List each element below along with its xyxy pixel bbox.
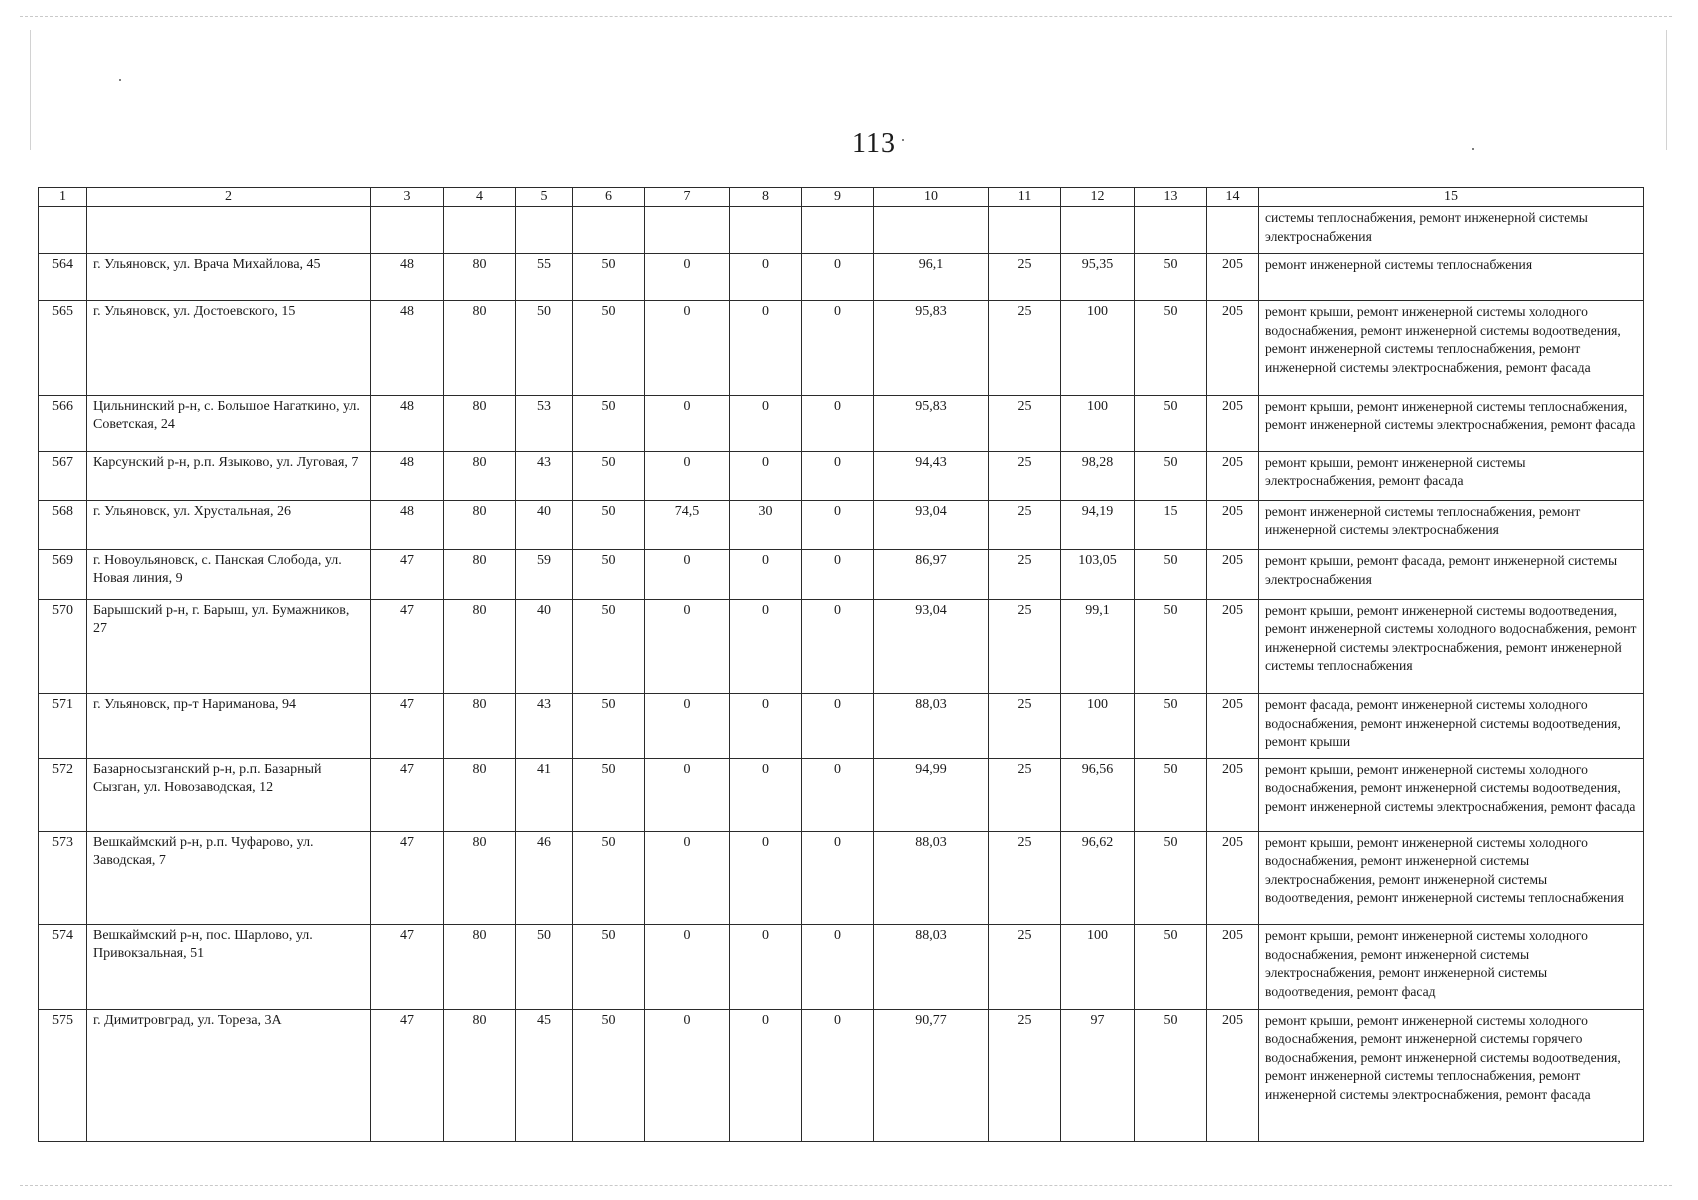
value-cell-c14: 205 — [1207, 550, 1259, 599]
column-number-1: 1 — [39, 188, 87, 207]
value-cell-c6: 50 — [573, 599, 645, 693]
value-cell-c14: 205 — [1207, 758, 1259, 831]
row-number-cell: 569 — [39, 550, 87, 599]
value-cell-c12: 94,19 — [1061, 500, 1135, 549]
row-number-cell: 564 — [39, 254, 87, 301]
value-cell-c4: 80 — [444, 395, 516, 451]
empty-cell — [1061, 207, 1135, 254]
column-number-11: 11 — [989, 188, 1061, 207]
column-number-15: 15 — [1259, 188, 1644, 207]
works-cell: ремонт крыши, ремонт инженерной системы холодного водоснабжения, ремонт инженерной системы горячего водоснабжения, ремонт инженерной системы водоотведения, ремонт инженерной системы теплоснабжения, ремонт инженерной системы электроснабжения, ремонт фасада — [1259, 1009, 1644, 1141]
table-row — [39, 254, 1644, 301]
row-number-cell: 572 — [39, 758, 87, 831]
value-cell-c12: 99,1 — [1061, 599, 1135, 693]
empty-cell — [39, 207, 87, 254]
value-cell-c9: 0 — [802, 831, 874, 924]
value-cell-c8: 0 — [730, 301, 802, 395]
value-cell-c7: 0 — [645, 925, 730, 1010]
column-number-3: 3 — [371, 188, 444, 207]
value-cell-c9: 0 — [802, 451, 874, 500]
value-cell-c12: 103,05 — [1061, 550, 1135, 599]
value-cell-c5: 46 — [516, 831, 573, 924]
data-table — [38, 187, 1644, 1142]
value-cell-c13: 50 — [1135, 599, 1207, 693]
address-cell: г. Димитровград, ул. Тореза, 3А — [87, 1009, 371, 1141]
value-cell-c14: 205 — [1207, 451, 1259, 500]
value-cell-c13: 50 — [1135, 550, 1207, 599]
value-cell-c13: 50 — [1135, 1009, 1207, 1141]
value-cell-c10: 90,77 — [874, 1009, 989, 1141]
value-cell-c5: 43 — [516, 451, 573, 500]
address-cell: г. Новоульяновск, с. Панская Слобода, ул. Новая линия, 9 — [87, 550, 371, 599]
value-cell-c12: 95,35 — [1061, 254, 1135, 301]
scan-speck — [902, 139, 904, 141]
works-cell: ремонт крыши, ремонт инженерной системы электроснабжения, ремонт фасада — [1259, 451, 1644, 500]
value-cell-c4: 80 — [444, 451, 516, 500]
value-cell-c4: 80 — [444, 758, 516, 831]
table-row-continuation — [39, 207, 1644, 254]
value-cell-c6: 50 — [573, 451, 645, 500]
value-cell-c11: 25 — [989, 1009, 1061, 1141]
table-row — [39, 395, 1644, 451]
value-cell-c6: 50 — [573, 831, 645, 924]
empty-cell — [874, 207, 989, 254]
column-number-7: 7 — [645, 188, 730, 207]
address-cell: Базарносызганский р-н, р.п. Базарный Сызган, ул. Новозаводская, 12 — [87, 758, 371, 831]
value-cell-c3: 47 — [371, 550, 444, 599]
value-cell-c5: 41 — [516, 758, 573, 831]
value-cell-c3: 48 — [371, 395, 444, 451]
table-row — [39, 301, 1644, 395]
value-cell-c10: 88,03 — [874, 925, 989, 1010]
value-cell-c4: 80 — [444, 599, 516, 693]
value-cell-c6: 50 — [573, 500, 645, 549]
value-cell-c11: 25 — [989, 831, 1061, 924]
value-cell-c4: 80 — [444, 301, 516, 395]
value-cell-c7: 0 — [645, 550, 730, 599]
value-cell-c6: 50 — [573, 925, 645, 1010]
value-cell-c3: 47 — [371, 758, 444, 831]
works-cell: ремонт крыши, ремонт инженерной системы холодного водоснабжения, ремонт инженерной системы электроснабжения, ремонт инженерной системы водоотведения, ремонт фасад — [1259, 925, 1644, 1010]
value-cell-c7: 0 — [645, 599, 730, 693]
works-cell: ремонт фасада, ремонт инженерной системы холодного водоснабжения, ремонт инженерной системы водоотведения, ремонт крыши — [1259, 694, 1644, 759]
column-number-12: 12 — [1061, 188, 1135, 207]
column-number-2: 2 — [87, 188, 371, 207]
value-cell-c14: 205 — [1207, 254, 1259, 301]
table-row — [39, 451, 1644, 500]
address-cell: Барышский р-н, г. Барыш, ул. Бумажников, 27 — [87, 599, 371, 693]
empty-cell — [645, 207, 730, 254]
row-number-cell: 570 — [39, 599, 87, 693]
empty-cell — [371, 207, 444, 254]
value-cell-c14: 205 — [1207, 500, 1259, 549]
row-number-cell: 571 — [39, 694, 87, 759]
value-cell-c14: 205 — [1207, 694, 1259, 759]
value-cell-c10: 86,97 — [874, 550, 989, 599]
value-cell-c9: 0 — [802, 925, 874, 1010]
value-cell-c13: 50 — [1135, 395, 1207, 451]
value-cell-c9: 0 — [802, 254, 874, 301]
address-cell: г. Ульяновск, пр-т Нариманова, 94 — [87, 694, 371, 759]
scan-speck — [119, 79, 121, 81]
row-number-cell: 566 — [39, 395, 87, 451]
value-cell-c11: 25 — [989, 925, 1061, 1010]
scan-speck — [1472, 148, 1474, 150]
value-cell-c10: 88,03 — [874, 694, 989, 759]
address-cell: Вешкаймский р-н, пос. Шарлово, ул. Привокзальная, 51 — [87, 925, 371, 1010]
works-cell: ремонт крыши, ремонт инженерной системы холодного водоснабжения, ремонт инженерной системы электроснабжения, ремонт инженерной системы водоотведения, ремонт инженерной системы теплоснабжения — [1259, 831, 1644, 924]
value-cell-c14: 205 — [1207, 599, 1259, 693]
value-cell-c7: 0 — [645, 758, 730, 831]
value-cell-c12: 100 — [1061, 694, 1135, 759]
value-cell-c14: 205 — [1207, 301, 1259, 395]
value-cell-c10: 95,83 — [874, 395, 989, 451]
value-cell-c11: 25 — [989, 301, 1061, 395]
value-cell-c5: 55 — [516, 254, 573, 301]
value-cell-c8: 0 — [730, 254, 802, 301]
value-cell-c12: 96,56 — [1061, 758, 1135, 831]
value-cell-c3: 48 — [371, 301, 444, 395]
empty-cell — [444, 207, 516, 254]
works-cell: ремонт крыши, ремонт инженерной системы теплоснабжения, ремонт инженерной системы электроснабжения, ремонт фасада — [1259, 395, 1644, 451]
empty-cell — [730, 207, 802, 254]
value-cell-c10: 95,83 — [874, 301, 989, 395]
value-cell-c13: 15 — [1135, 500, 1207, 549]
value-cell-c11: 25 — [989, 451, 1061, 500]
row-number-cell: 574 — [39, 925, 87, 1010]
value-cell-c3: 47 — [371, 831, 444, 924]
table-row — [39, 758, 1644, 831]
value-cell-c9: 0 — [802, 395, 874, 451]
value-cell-c6: 50 — [573, 758, 645, 831]
row-number-cell: 568 — [39, 500, 87, 549]
value-cell-c12: 96,62 — [1061, 831, 1135, 924]
value-cell-c14: 205 — [1207, 831, 1259, 924]
value-cell-c8: 0 — [730, 831, 802, 924]
value-cell-c8: 0 — [730, 694, 802, 759]
value-cell-c10: 94,99 — [874, 758, 989, 831]
value-cell-c13: 50 — [1135, 301, 1207, 395]
value-cell-c10: 94,43 — [874, 451, 989, 500]
value-cell-c8: 0 — [730, 550, 802, 599]
value-cell-c13: 50 — [1135, 758, 1207, 831]
value-cell-c12: 100 — [1061, 395, 1135, 451]
column-number-13: 13 — [1135, 188, 1207, 207]
works-cell: ремонт крыши, ремонт фасада, ремонт инженерной системы электроснабжения — [1259, 550, 1644, 599]
value-cell-c4: 80 — [444, 1009, 516, 1141]
value-cell-c5: 40 — [516, 500, 573, 549]
value-cell-c3: 47 — [371, 599, 444, 693]
value-cell-c10: 93,04 — [874, 500, 989, 549]
value-cell-c4: 80 — [444, 925, 516, 1010]
empty-cell — [87, 207, 371, 254]
value-cell-c14: 205 — [1207, 395, 1259, 451]
value-cell-c11: 25 — [989, 758, 1061, 831]
value-cell-c8: 0 — [730, 1009, 802, 1141]
row-number-cell: 575 — [39, 1009, 87, 1141]
page-number: 113 — [852, 128, 896, 159]
table-row — [39, 599, 1644, 693]
value-cell-c11: 25 — [989, 395, 1061, 451]
value-cell-c5: 53 — [516, 395, 573, 451]
value-cell-c9: 0 — [802, 550, 874, 599]
value-cell-c5: 59 — [516, 550, 573, 599]
value-cell-c7: 0 — [645, 301, 730, 395]
value-cell-c8: 0 — [730, 599, 802, 693]
value-cell-c9: 0 — [802, 758, 874, 831]
value-cell-c12: 97 — [1061, 1009, 1135, 1141]
value-cell-c4: 80 — [444, 694, 516, 759]
address-cell: г. Ульяновск, ул. Достоевского, 15 — [87, 301, 371, 395]
value-cell-c4: 80 — [444, 550, 516, 599]
value-cell-c11: 25 — [989, 599, 1061, 693]
value-cell-c7: 0 — [645, 831, 730, 924]
value-cell-c9: 0 — [802, 1009, 874, 1141]
value-cell-c12: 100 — [1061, 925, 1135, 1010]
value-cell-c8: 0 — [730, 758, 802, 831]
value-cell-c13: 50 — [1135, 451, 1207, 500]
value-cell-c12: 98,28 — [1061, 451, 1135, 500]
value-cell-c3: 47 — [371, 925, 444, 1010]
value-cell-c10: 96,1 — [874, 254, 989, 301]
value-cell-c13: 50 — [1135, 254, 1207, 301]
table-row — [39, 925, 1644, 1010]
column-number-4: 4 — [444, 188, 516, 207]
value-cell-c7: 0 — [645, 254, 730, 301]
value-cell-c12: 100 — [1061, 301, 1135, 395]
address-cell: Вешкаймский р-н, р.п. Чуфарово, ул. Заводская, 7 — [87, 831, 371, 924]
value-cell-c11: 25 — [989, 500, 1061, 549]
works-cell: ремонт крыши, ремонт инженерной системы холодного водоснабжения, ремонт инженерной системы водоотведения, ремонт инженерной системы теплоснабжения, ремонт инженерной системы электроснабжения, ремонт фасада — [1259, 301, 1644, 395]
row-number-cell: 565 — [39, 301, 87, 395]
value-cell-c13: 50 — [1135, 831, 1207, 924]
value-cell-c11: 25 — [989, 254, 1061, 301]
address-cell: Карсунский р-н, р.п. Языково, ул. Луговая, 7 — [87, 451, 371, 500]
empty-cell — [802, 207, 874, 254]
works-cell: ремонт инженерной системы теплоснабжения — [1259, 254, 1644, 301]
value-cell-c6: 50 — [573, 254, 645, 301]
value-cell-c5: 50 — [516, 925, 573, 1010]
table-body — [39, 207, 1644, 1142]
table-row — [39, 500, 1644, 549]
value-cell-c3: 48 — [371, 500, 444, 549]
value-cell-c7: 0 — [645, 451, 730, 500]
value-cell-c8: 0 — [730, 395, 802, 451]
value-cell-c3: 48 — [371, 254, 444, 301]
address-cell: г. Ульяновск, ул. Врача Михайлова, 45 — [87, 254, 371, 301]
column-number-14: 14 — [1207, 188, 1259, 207]
value-cell-c5: 50 — [516, 301, 573, 395]
value-cell-c9: 0 — [802, 694, 874, 759]
scan-edge-left — [30, 30, 31, 150]
value-cell-c8: 0 — [730, 451, 802, 500]
address-cell: Цильнинский р-н, с. Большое Нагаткино, ул. Советская, 24 — [87, 395, 371, 451]
column-number-8: 8 — [730, 188, 802, 207]
value-cell-c6: 50 — [573, 301, 645, 395]
value-cell-c8: 30 — [730, 500, 802, 549]
value-cell-c10: 93,04 — [874, 599, 989, 693]
value-cell-c7: 0 — [645, 694, 730, 759]
value-cell-c3: 47 — [371, 1009, 444, 1141]
empty-cell — [573, 207, 645, 254]
value-cell-c13: 50 — [1135, 925, 1207, 1010]
column-number-9: 9 — [802, 188, 874, 207]
column-number-10: 10 — [874, 188, 989, 207]
value-cell-c6: 50 — [573, 550, 645, 599]
value-cell-c7: 74,5 — [645, 500, 730, 549]
value-cell-c5: 43 — [516, 694, 573, 759]
works-cell: ремонт крыши, ремонт инженерной системы водоотведения, ремонт инженерной системы холодного водоснабжения, ремонт инженерной системы электроснабжения, ремонт инженерной системы теплоснабжения — [1259, 599, 1644, 693]
value-cell-c7: 0 — [645, 1009, 730, 1141]
value-cell-c9: 0 — [802, 301, 874, 395]
value-cell-c6: 50 — [573, 694, 645, 759]
value-cell-c9: 0 — [802, 599, 874, 693]
value-cell-c4: 80 — [444, 254, 516, 301]
table-row — [39, 1009, 1644, 1141]
value-cell-c6: 50 — [573, 1009, 645, 1141]
value-cell-c3: 48 — [371, 451, 444, 500]
value-cell-c9: 0 — [802, 500, 874, 549]
table-row — [39, 550, 1644, 599]
value-cell-c10: 88,03 — [874, 831, 989, 924]
column-number-row — [39, 188, 1644, 207]
scan-edge-right — [1666, 30, 1667, 150]
value-cell-c5: 45 — [516, 1009, 573, 1141]
value-cell-c3: 47 — [371, 694, 444, 759]
value-cell-c11: 25 — [989, 694, 1061, 759]
column-number-6: 6 — [573, 188, 645, 207]
row-number-cell: 573 — [39, 831, 87, 924]
empty-cell — [989, 207, 1061, 254]
works-cell: ремонт крыши, ремонт инженерной системы холодного водоснабжения, ремонт инженерной системы водоотведения, ремонт инженерной системы электроснабжения, ремонт фасада — [1259, 758, 1644, 831]
table-row — [39, 831, 1644, 924]
address-cell: г. Ульяновск, ул. Хрустальная, 26 — [87, 500, 371, 549]
row-number-cell: 567 — [39, 451, 87, 500]
value-cell-c11: 25 — [989, 550, 1061, 599]
empty-cell — [1135, 207, 1207, 254]
empty-cell — [1207, 207, 1259, 254]
value-cell-c6: 50 — [573, 395, 645, 451]
value-cell-c4: 80 — [444, 831, 516, 924]
works-cell: системы теплоснабжения, ремонт инженерной системы электроснабжения — [1259, 207, 1644, 254]
works-cell: ремонт инженерной системы теплоснабжения, ремонт инженерной системы электроснабжения — [1259, 500, 1644, 549]
value-cell-c14: 205 — [1207, 925, 1259, 1010]
table-row — [39, 694, 1644, 759]
value-cell-c8: 0 — [730, 925, 802, 1010]
value-cell-c14: 205 — [1207, 1009, 1259, 1141]
value-cell-c13: 50 — [1135, 694, 1207, 759]
value-cell-c5: 40 — [516, 599, 573, 693]
column-number-5: 5 — [516, 188, 573, 207]
value-cell-c7: 0 — [645, 395, 730, 451]
empty-cell — [516, 207, 573, 254]
value-cell-c4: 80 — [444, 500, 516, 549]
